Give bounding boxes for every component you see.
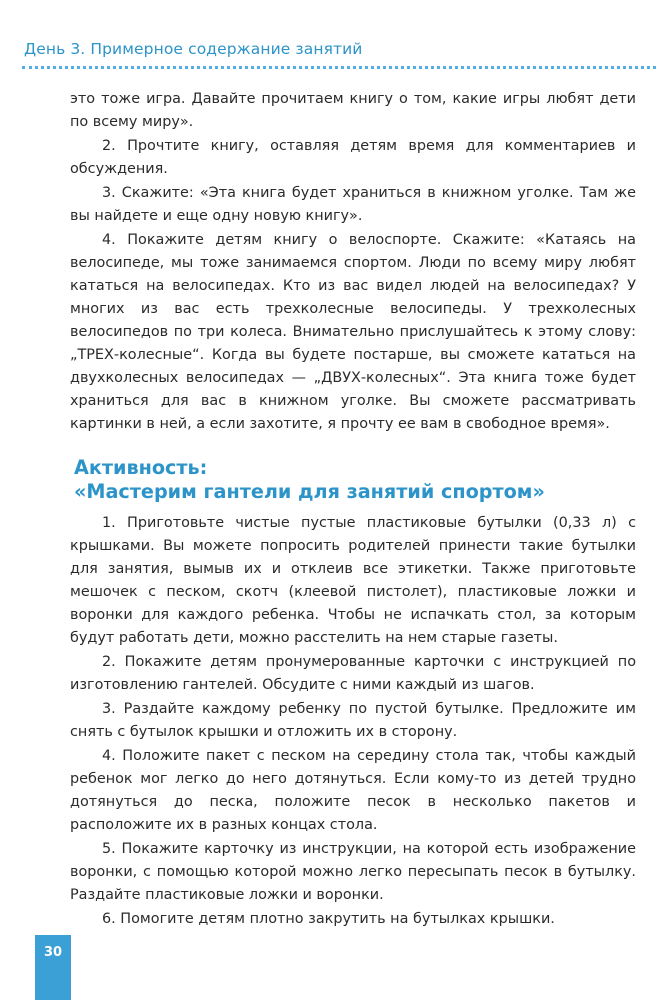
paragraph-step-2: 2. Прочтите книгу, оставляя детям время для комментариев и обсуждения. [70,138,636,177]
activity-step-6: 6. Помогите детям плотно закрутить на бутылках крышки. [102,911,555,927]
activity-heading-label: Активность: [74,456,208,479]
activity-step-5: 5. Покажите карточку из инструкции, на которой есть изображение воронки, с помощью которой можно легко пересыпать песок в бутылку. Раздайте пластиковые ложки и воронки. [70,841,636,903]
page-number-tab [35,935,71,1000]
activity-step-2: 2. Покажите детям пронумерованные карточки с инструкцией по изготовлению гантелей. Обсудите с ними каждый из шагов. [70,654,636,693]
paragraph-step-4: 4. Покажите детям книгу о велоспорте. Скажите: «Катаясь на велосипеде, мы тоже занимаемся спортом. Люди по всему миру любят кататься на велосипедах. Кто из вас видел людей на велосипедах? У многих из вас есть трехколесные велосипеды. У трехколесных велосипедов по три колеса. Внимательно прислушайтесь к этому слову: „ТРЕХ-колесные“. Когда вы будете постарше, вы сможете кататься на двухколесных велосипедах — „ДВУХ-колесных“. Эта книга тоже будет храниться для вас в книжном уголке. Вы сможете рассматривать картинки в ней, а если захотите, я прочту ее вам в свободное время». [70,232,636,432]
activity-heading [74,456,636,504]
activity-step-4: 4. Положите пакет с песком на середину стола так, чтобы каждый ребенок мог легко до него дотянуться. Если кому-то из детей трудно дотянуться до песка, положите песок в несколько пакетов и расположите их в разных концах стола. [70,748,636,833]
activity-heading-title: «Мастерим гантели для занятий спортом» [74,480,545,503]
paragraph-continuation: это тоже игра. Давайте прочитаем книгу о том, какие игры любят дети по всему миру». [70,91,636,130]
paragraph-step-3: 3. Скажите: «Эта книга будет храниться в книжном уголке. Там же вы найдете и еще одну новую книгу». [70,185,636,224]
header-dotted-rule [22,66,656,69]
running-header-title: День 3. Примерное содержание занятий [24,40,363,58]
page-number: 30 [43,945,63,960]
activity-step-3: 3. Раздайте каждому ребенку по пустой бутылке. Предложите им снять с бутылок крышки и отложить их в сторону. [70,701,636,740]
page-body [70,88,636,931]
activity-step-1: 1. Приготовьте чистые пустые пластиковые бутылки (0,33 л) с крышками. Вы можете попросить родителей принести такие бутылки для занятия, вымыв их и отклеив все этикетки. Также приготовьте мешочек с песком, скотч (клеевой пистолет), пластиковые ложки и воронки для каждого ребенка. Чтобы не испачкать стол, за которым будут работать дети, можно расстелить на нем старые газеты. [70,515,636,646]
